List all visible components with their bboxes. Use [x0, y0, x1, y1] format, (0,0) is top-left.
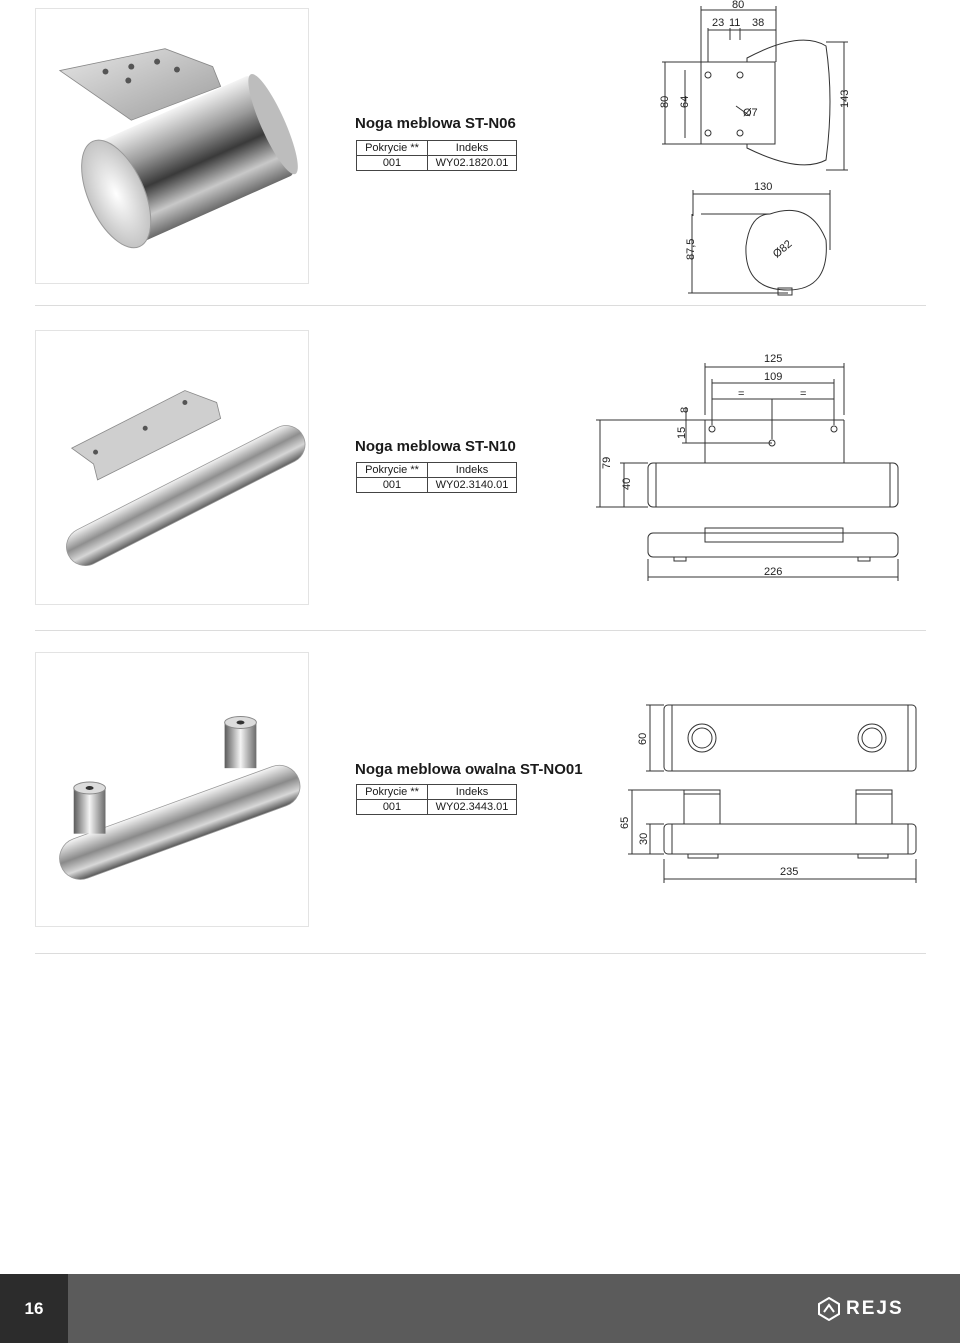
section-divider	[35, 953, 926, 954]
section-divider	[35, 305, 926, 306]
oval-leg-image	[36, 653, 308, 926]
product-photo-st-n06	[35, 8, 309, 284]
dim-label: 130	[754, 181, 773, 193]
product-photo-st-no01	[35, 652, 309, 927]
product-title: Noga meblowa ST-N06	[355, 115, 516, 132]
dim-label: 11	[729, 17, 741, 29]
spec-table	[356, 462, 517, 493]
dim-label: 80	[659, 95, 671, 108]
page-number: 16	[0, 1274, 68, 1343]
spec-table	[356, 140, 517, 171]
product-photo-st-n10	[35, 330, 309, 605]
dim-label: 87,5	[685, 238, 697, 260]
index-header: Indeks	[428, 141, 517, 156]
product-title: Noga meblowa owalna ST-NO01	[355, 761, 583, 778]
dim-label: Ø82	[770, 238, 795, 261]
coating-header: Pokrycie **	[357, 463, 428, 478]
product-title: Noga meblowa ST-N10	[355, 438, 516, 455]
page-footer	[0, 1274, 960, 1343]
technical-drawing-st-no01	[600, 695, 930, 890]
dim-label: 38	[752, 17, 765, 29]
index-value: WY02.1820.01	[428, 156, 517, 171]
index-value: WY02.3140.01	[428, 478, 517, 493]
dim-label: 80	[732, 0, 745, 11]
dim-label: 15	[676, 426, 688, 439]
spec-table	[356, 784, 517, 815]
dim-label: 65	[619, 816, 631, 829]
brand-mark-icon	[818, 1297, 840, 1321]
dim-label: 64	[679, 95, 691, 108]
index-header: Indeks	[428, 785, 517, 800]
dim-label: 143	[839, 89, 851, 108]
dim-label: 60	[637, 732, 649, 745]
dim-label: =	[738, 388, 745, 400]
dim-label: =	[800, 388, 807, 400]
brand-name: REJS	[846, 1298, 904, 1319]
dim-label: 125	[764, 353, 783, 365]
dim-label: Ø7	[743, 107, 758, 119]
dim-label: 23	[712, 17, 725, 29]
dim-label: 40	[621, 477, 633, 490]
coating-header: Pokrycie **	[357, 785, 428, 800]
coating-value: 001	[357, 156, 428, 171]
brand-logo	[818, 1296, 904, 1322]
coating-value: 001	[357, 478, 428, 493]
cylinder-leg-image	[36, 9, 308, 283]
bar-leg-image	[36, 331, 308, 604]
coating-value: 001	[357, 800, 428, 815]
dim-label: 8	[679, 406, 691, 413]
dim-label: 235	[780, 866, 799, 878]
technical-drawing-st-n10	[590, 345, 920, 585]
section-divider	[35, 630, 926, 631]
dim-label: 30	[638, 832, 650, 845]
technical-drawing-st-n06	[640, 0, 940, 300]
index-value: WY02.3443.01	[428, 800, 517, 815]
dim-label: 226	[764, 566, 783, 578]
coating-header: Pokrycie **	[357, 141, 428, 156]
dim-label: 79	[601, 456, 613, 469]
dim-label: 109	[764, 371, 783, 383]
index-header: Indeks	[428, 463, 517, 478]
